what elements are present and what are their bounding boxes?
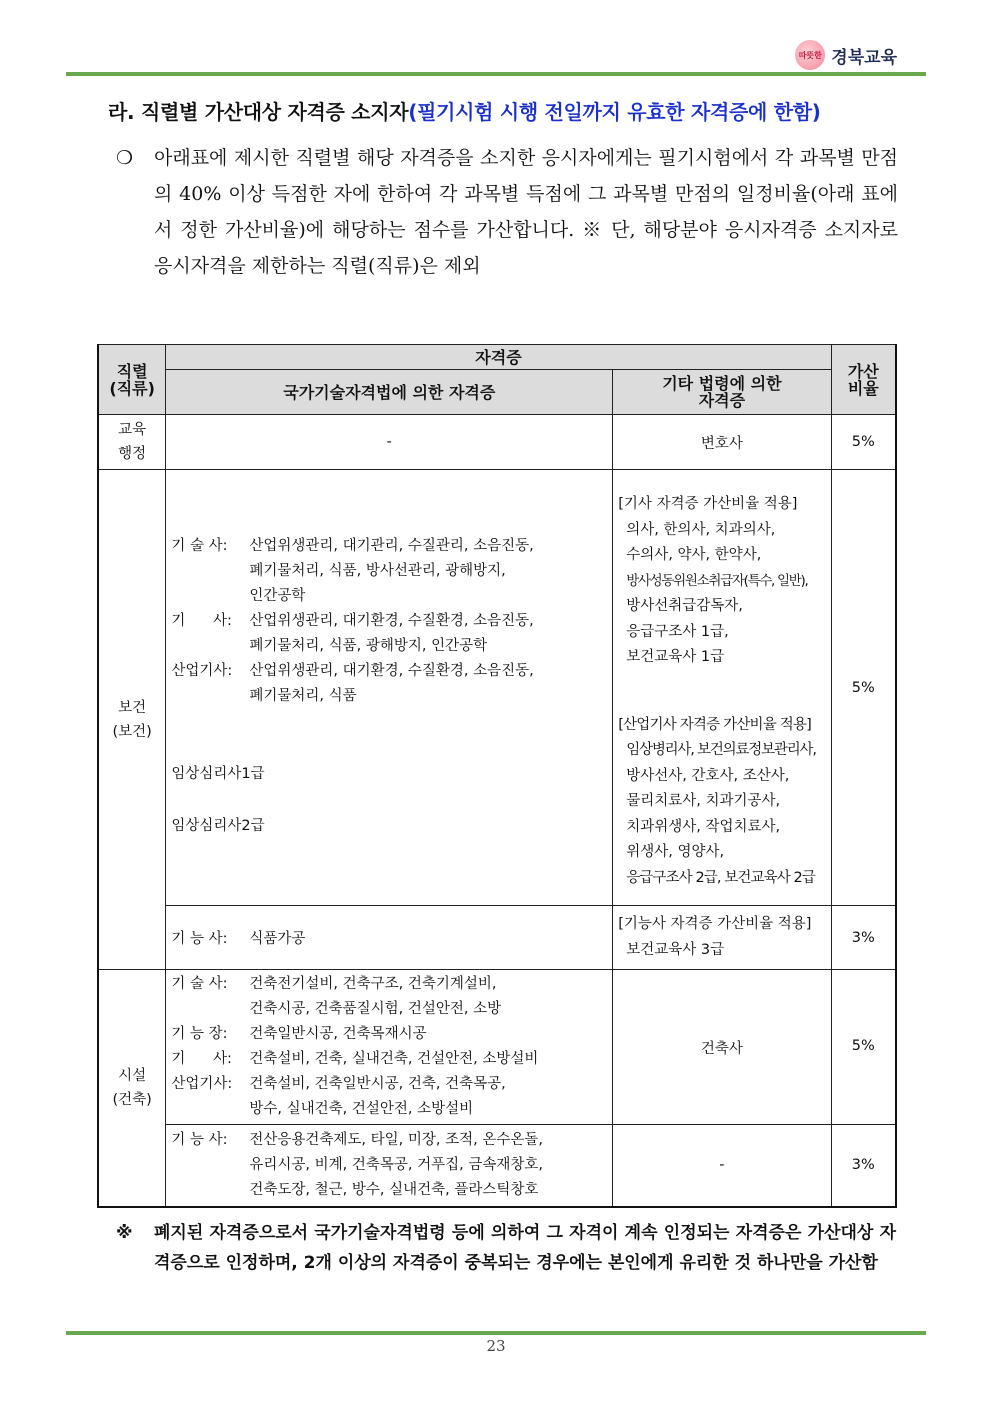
cert-level-label	[171, 1178, 249, 1203]
cert-level-label: 기 술 사:	[171, 538, 228, 554]
logo-emblem-icon	[795, 40, 825, 70]
bullet-icon: ❍	[116, 147, 134, 169]
note-mark: ※	[116, 1223, 133, 1243]
rate-group-label: [산업기사 자격증 가산비율 적용]	[618, 716, 812, 733]
rate-cell: 3%	[831, 1125, 896, 1207]
intro-text: 아래표에 제시한 직렬별 해당 자격증을 소지한 응시자에게는 필기시험에서 각 과목별 만점의 40% 이상 득점한 자에 한하여 각 과목별 득점에 그 과목별 만점의 일정비율(아래 표에서 정한 가산비율)에 해당하는 점수를 가산합니다. ※ 단, 해당분야 응시자격증 소지자로 응시자격을 제한하는 직렬(직류)은 제외	[154, 147, 898, 277]
cert-level-label	[171, 1097, 249, 1122]
cert-list: 보건교육사 3급	[626, 941, 725, 958]
cert-level-label: 기 사:	[171, 1051, 232, 1067]
page-number: 23	[486, 1337, 506, 1355]
cert-list: 임상병리사, 보건의료정보관리사,	[626, 742, 816, 758]
table-row-health-sub	[98, 906, 896, 970]
cert-list: 보건교육사 1급	[626, 649, 725, 665]
cert-list: 건축도장, 철근, 방수, 실내건축, 플라스틱창호	[249, 1181, 539, 1198]
header-national: 국가기술자격법에 의한 자격증	[166, 370, 613, 415]
cert-level-label	[171, 1153, 249, 1178]
rate-cell: 5%	[831, 970, 896, 1125]
table-row-facility-sub	[98, 1125, 896, 1207]
header-cert: 자격증	[166, 345, 831, 370]
national-cell	[166, 906, 613, 970]
footnote	[116, 1218, 896, 1278]
other-cell	[613, 906, 831, 970]
cert-list: 방사선취급감독자,	[626, 598, 743, 614]
cert-list: 방사성동위원소취급자(특수, 일반),	[626, 572, 808, 589]
cert-list: 위생사, 영양사,	[626, 844, 725, 860]
cert-level-label	[171, 684, 249, 709]
series-cell: 교육 행정	[98, 415, 166, 470]
cert-list: 방수, 실내건축, 건설안전, 소방설비	[249, 1101, 474, 1117]
logo-text: 경북교육	[831, 47, 897, 68]
header-logo	[795, 40, 897, 70]
section-heading	[108, 96, 821, 125]
other-cell	[613, 470, 831, 906]
logo-small-text: 따뜻한	[798, 50, 822, 60]
cert-list: 식품가공	[249, 931, 306, 947]
header-series: 직렬 (직류)	[98, 345, 166, 415]
national-cell	[166, 970, 613, 1125]
note-text: 폐지된 자격증으로서 국가기술자격법령 등에 의하여 그 자격이 계속 인정되는 자격증은 가산대상 자격증으로 인정하며, 2개 이상의 자격증이 중복되는 경우에는 본인에게 유리한 것 하나만을 가산함	[154, 1223, 896, 1273]
cert-list: 건축설비, 건축, 실내건축, 건설안전, 소방설비	[249, 1051, 539, 1067]
table-row-facility	[98, 970, 896, 1125]
cert-level-label: 기 사:	[171, 613, 232, 629]
cert-list: 폐기물처리, 식품, 광해방지, 인간공학	[249, 638, 488, 654]
cert-list: 응급구조사 2급, 보건교육사 2급	[626, 869, 815, 886]
cert-level-label: 산업기사:	[171, 663, 233, 679]
cert-level-label: 기 술 사:	[171, 976, 228, 992]
cert-list: 인간공학	[249, 588, 306, 604]
cert-list: 전산응용건축제도, 타일, 미장, 조적, 온수온돌,	[249, 1131, 543, 1148]
cert-level-label: 기 능 장:	[171, 1026, 228, 1042]
national-cell: -	[166, 415, 613, 470]
cert-list: 방사선사, 간호사, 조산사,	[626, 767, 790, 784]
top-rule	[66, 72, 926, 76]
rate-cell: 5%	[831, 415, 896, 470]
cert-list: 건축설비, 건축일반시공, 건축, 건축목공,	[249, 1076, 506, 1092]
national-cell	[166, 470, 613, 906]
cert-list: 건축일반시공, 건축목재시공	[249, 1026, 427, 1042]
rate-cell: 3%	[831, 906, 896, 970]
heading-highlight: (필기시험 시행 전일까지 유효한 자격증에 한함)	[408, 100, 821, 124]
cert-list: 건축전기설비, 건축구조, 건축기계설비,	[249, 976, 497, 992]
cert-list: 응급구조사 1급,	[626, 623, 729, 640]
cert-level-label	[171, 997, 249, 1022]
cert-list: 산업위생관리, 대기관리, 수질관리, 소음진동,	[249, 538, 534, 554]
table-row-health	[98, 470, 896, 906]
header-other: 기타 법령에 의한 자격증	[613, 370, 831, 415]
cert-list: 의사, 한의사, 치과의사,	[626, 521, 776, 538]
cert-level-label: 기 능 사:	[171, 931, 228, 947]
cert-list: 유리시공, 비계, 건축목공, 거푸집, 금속재창호,	[249, 1156, 543, 1173]
bottom-rule	[66, 1331, 926, 1335]
cert-level-label: 산업기사:	[171, 1076, 233, 1092]
cert-list: 산업위생관리, 대기환경, 수질환경, 소음진동,	[249, 613, 534, 629]
cert-list: 산업위생관리, 대기환경, 수질환경, 소음진동,	[249, 663, 534, 679]
header-rate: 가산 비율	[831, 345, 896, 415]
series-cell: 보건 (보건)	[98, 470, 166, 970]
cert-level-label	[171, 634, 249, 659]
other-cell: -	[613, 1125, 831, 1207]
cert-list: 임상심리사1급	[171, 766, 265, 782]
cert-list: 수의사, 약사, 한약사,	[626, 547, 762, 563]
cert-level-label	[171, 584, 249, 609]
cert-level-label: 기 능 사:	[171, 1131, 228, 1148]
other-cell: 건축사	[613, 970, 831, 1125]
certificate-table	[97, 344, 897, 1208]
heading-prefix: 라. 직렬별 가산대상 자격증 소지자	[108, 100, 409, 124]
rate-group-label: [기사 자격증 가산비율 적용]	[618, 496, 798, 512]
other-cell: 변호사	[613, 415, 831, 470]
cert-list: 건축시공, 건축품질시험, 건설안전, 소방	[249, 1001, 502, 1017]
series-cell: 시설 (건축)	[98, 970, 166, 1207]
national-cell	[166, 1125, 613, 1207]
cert-list: 폐기물처리, 식품, 방사선관리, 광해방지,	[249, 563, 506, 579]
rate-cell: 5%	[831, 470, 896, 906]
cert-level-label	[171, 559, 249, 584]
intro-paragraph	[116, 140, 898, 284]
rate-group-label: [기능사 자격증 가산비율 적용]	[618, 916, 812, 932]
cert-list: 물리치료사, 치과기공사,	[626, 793, 781, 809]
cert-list: 폐기물처리, 식품	[249, 688, 357, 704]
table-row-admin	[98, 415, 896, 470]
cert-list: 치과위생사, 작업치료사,	[626, 818, 781, 835]
cert-list: 임상심리사2급	[171, 818, 265, 834]
